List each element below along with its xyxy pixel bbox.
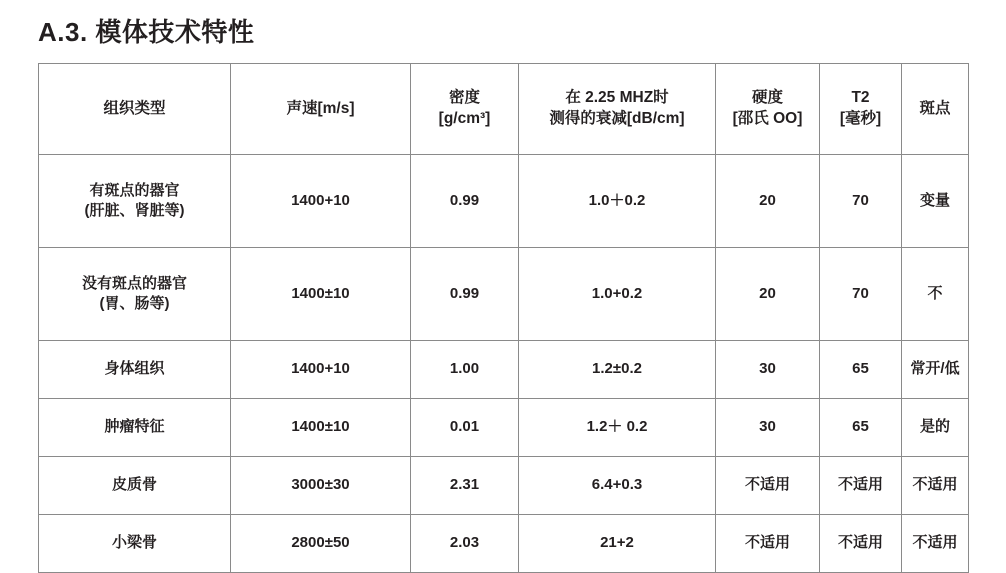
cell-line: 没有斑点的器官 — [81, 274, 187, 292]
table-cell-r4-c4 — [716, 457, 820, 515]
table-row — [39, 399, 969, 457]
column-header-line: 硬度 — [751, 89, 783, 107]
cell-line: 有斑点的器官 — [89, 181, 180, 199]
table-cell-r4-c5 — [820, 457, 902, 515]
column-header-1 — [231, 64, 411, 155]
table-cell-r0-c6 — [902, 155, 969, 248]
cell-line: 变量 — [919, 191, 950, 209]
table-cell-r0-c3 — [519, 155, 716, 248]
table-cell-r3-c2 — [411, 399, 519, 457]
table-cell-r2-c1 — [231, 341, 411, 399]
cell-line: 1.2±0.2 — [592, 360, 642, 378]
table-header-row — [39, 64, 969, 155]
table-cell-r2-c5 — [820, 341, 902, 399]
cell-line: 肿瘤特征 — [104, 418, 165, 436]
cell-line: 不适用 — [837, 476, 883, 494]
table-cell-r5-c2 — [411, 515, 519, 573]
spec-table-container — [38, 63, 968, 573]
cell-line: 1.00 — [449, 360, 480, 378]
cell-line: 不适用 — [744, 534, 790, 552]
cell-line: 20 — [759, 284, 776, 302]
column-header-line: [g/cm³] — [438, 110, 491, 127]
cell-line: 常开/低 — [910, 360, 960, 378]
cell-line: 65 — [852, 360, 869, 378]
column-header-line: 斑点 — [919, 99, 951, 117]
table-cell-r0-c2 — [411, 155, 519, 248]
cell-line: 3000±30 — [291, 476, 350, 494]
table-cell-r0-c5 — [820, 155, 902, 248]
table-cell-r5-c0 — [39, 515, 231, 573]
cell-line: 2.31 — [449, 476, 480, 494]
table-row — [39, 515, 969, 573]
table-cell-r1-c3 — [519, 248, 716, 341]
table-row — [39, 341, 969, 399]
column-header-line: 测得的衰减[dB/cm] — [549, 110, 685, 127]
cell-line: 1400±10 — [291, 418, 350, 436]
table-cell-r3-c5 — [820, 399, 902, 457]
cell-line: 不适用 — [912, 476, 958, 494]
column-header-3 — [519, 64, 716, 155]
table-cell-r1-c0 — [39, 248, 231, 341]
cell-line: 1400±10 — [291, 284, 350, 302]
table-row — [39, 155, 969, 248]
cell-line: 20 — [759, 191, 776, 209]
table-cell-r3-c4 — [716, 399, 820, 457]
cell-line: 小梁骨 — [111, 534, 157, 552]
column-header-5 — [820, 64, 902, 155]
cell-line: 6.4+0.3 — [591, 476, 643, 494]
table-cell-r0-c1 — [231, 155, 411, 248]
cell-line: (胃、肠等) — [99, 295, 170, 312]
cell-line: 不适用 — [744, 476, 790, 494]
column-header-6 — [902, 64, 969, 155]
table-cell-r3-c3 — [519, 399, 716, 457]
table-cell-r5-c6 — [902, 515, 969, 573]
table-cell-r2-c0 — [39, 341, 231, 399]
cell-line: 不 — [927, 284, 943, 302]
table-cell-r4-c3 — [519, 457, 716, 515]
table-cell-r4-c2 — [411, 457, 519, 515]
phantom-specification-table — [38, 63, 969, 573]
cell-line: 21+2 — [600, 534, 634, 552]
table-cell-r1-c1 — [231, 248, 411, 341]
table-cell-r4-c1 — [231, 457, 411, 515]
table-cell-r3-c1 — [231, 399, 411, 457]
column-header-line: 组织类型 — [103, 99, 166, 117]
cell-line: 1400+10 — [291, 191, 350, 209]
cell-line: 不适用 — [837, 534, 883, 552]
table-cell-r3-c0 — [39, 399, 231, 457]
cell-line: 2.03 — [449, 534, 480, 552]
table-cell-r2-c4 — [716, 341, 820, 399]
table-cell-r5-c1 — [231, 515, 411, 573]
cell-line: 0.99 — [449, 284, 480, 302]
cell-line: 1.0＋0.2 — [588, 191, 646, 209]
cell-line: 30 — [759, 360, 776, 378]
table-cell-r5-c3 — [519, 515, 716, 573]
table-cell-r5-c4 — [716, 515, 820, 573]
table-row — [39, 457, 969, 515]
column-header-0 — [39, 64, 231, 155]
table-cell-r2-c3 — [519, 341, 716, 399]
cell-line: 是的 — [919, 418, 950, 436]
cell-line: 0.99 — [449, 191, 480, 209]
column-header-line: 声速[m/s] — [286, 99, 355, 117]
table-cell-r2-c2 — [411, 341, 519, 399]
table-body — [39, 155, 969, 573]
table-row — [39, 248, 969, 341]
column-header-2 — [411, 64, 519, 155]
table-cell-r5-c5 — [820, 515, 902, 573]
cell-line: 1.0+0.2 — [591, 284, 643, 302]
table-cell-r4-c6 — [902, 457, 969, 515]
table-cell-r1-c6 — [902, 248, 969, 341]
table-cell-r1-c2 — [411, 248, 519, 341]
cell-line: 70 — [852, 284, 869, 302]
table-cell-r4-c0 — [39, 457, 231, 515]
cell-line: (肝脏、肾脏等) — [84, 202, 185, 219]
column-header-4 — [716, 64, 820, 155]
column-header-line: T2 — [851, 89, 870, 107]
table-header — [39, 64, 969, 155]
cell-line: 皮质骨 — [111, 476, 157, 494]
cell-line: 70 — [852, 191, 869, 209]
cell-line: 30 — [759, 418, 776, 436]
column-header-line: 密度 — [448, 89, 480, 107]
table-cell-r3-c6 — [902, 399, 969, 457]
table-cell-r1-c5 — [820, 248, 902, 341]
cell-line: 0.01 — [449, 418, 480, 436]
table-cell-r0-c4 — [716, 155, 820, 248]
cell-line: 1.2＋ 0.2 — [586, 418, 648, 436]
cell-line: 1400+10 — [291, 360, 350, 378]
column-header-line: [毫秒] — [839, 110, 882, 127]
cell-line: 不适用 — [912, 534, 958, 552]
column-header-line: 在 2.25 MHZ时 — [565, 89, 669, 107]
cell-line: 2800±50 — [291, 534, 350, 552]
table-cell-r0-c0 — [39, 155, 231, 248]
page-title: A.3. 模体技术特性 — [38, 17, 255, 47]
table-cell-r1-c4 — [716, 248, 820, 341]
table-cell-r2-c6 — [902, 341, 969, 399]
cell-line: 身体组织 — [104, 360, 165, 378]
cell-line: 65 — [852, 418, 869, 436]
column-header-line: [邵氏 OO] — [732, 110, 803, 127]
